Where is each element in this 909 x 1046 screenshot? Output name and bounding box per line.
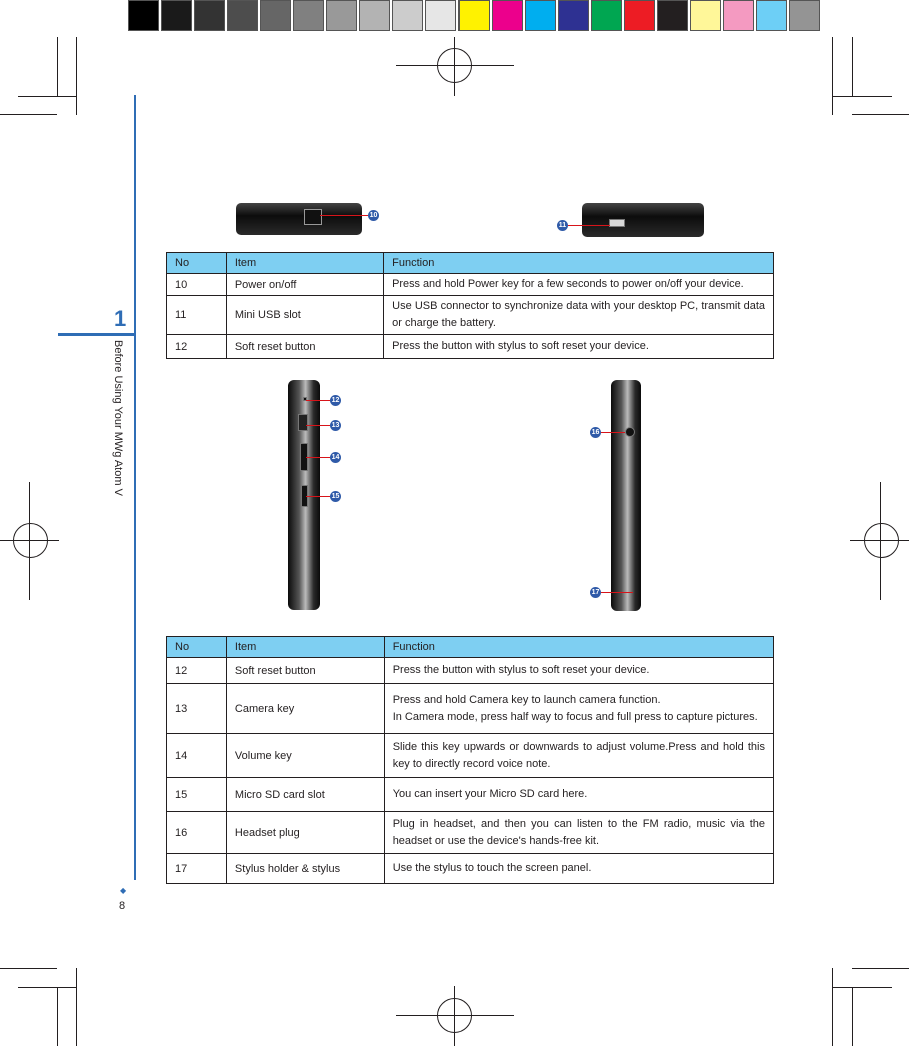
table-row: [167, 734, 774, 778]
swatch: [227, 0, 258, 31]
swatch: [359, 0, 390, 31]
cell-no: 12: [167, 335, 227, 359]
page-number: 8: [119, 900, 126, 912]
swatch: [326, 0, 357, 31]
cell-function: Use USB connector to synchronize data with your desktop PC, transmit data or charge the battery.: [384, 296, 774, 335]
table-row: [167, 778, 774, 812]
cell-function: [384, 684, 773, 734]
cell-function: Press the button with stylus to soft reset your device.: [384, 658, 773, 684]
table-row: [167, 296, 774, 335]
swatch: [657, 0, 688, 31]
callout-badge-10: 10: [369, 212, 378, 219]
swatch: [756, 0, 787, 31]
table-header-row: [167, 253, 774, 274]
cell-item: Camera key: [226, 684, 384, 734]
function-line-2: In Camera mode, press half way to focus and full press to capture pictures.: [392, 710, 758, 723]
callout-badge-11: 11: [558, 222, 567, 229]
swatch: [392, 0, 423, 31]
swatch: [789, 0, 820, 31]
cell-no: 11: [167, 296, 227, 335]
column-header-function: Function: [384, 637, 773, 658]
swatch: [492, 0, 523, 31]
callout-badge-14: 14: [331, 454, 340, 461]
callout-badge-15: 15: [331, 493, 340, 500]
swatch: [260, 0, 291, 31]
swatch: [161, 0, 192, 31]
cell-function: Press and hold Power key for a few seconds to power on/off your device.: [384, 274, 774, 296]
cell-function: Slide this key upwards or downwards to adjust volume.Press and hold this key to directly record voice note.: [384, 734, 773, 778]
cell-no: 10: [167, 274, 227, 296]
cell-function: Press the button with stylus to soft reset your device.: [384, 335, 774, 359]
cell-no: 17: [167, 854, 227, 884]
cell-no: 14: [167, 734, 227, 778]
table-side-features: [166, 636, 774, 884]
column-header-function: Function: [384, 253, 774, 274]
swatch: [459, 0, 490, 31]
swatch: [293, 0, 324, 31]
cell-item: Stylus holder & stylus: [226, 854, 384, 884]
cell-item: Soft reset button: [226, 658, 384, 684]
swatch: [194, 0, 225, 31]
table-row: [167, 274, 774, 296]
swatch: [690, 0, 721, 31]
table-row: [167, 812, 774, 854]
diamond-icon: ◆: [120, 886, 127, 895]
swatch: [624, 0, 655, 31]
swatch: [723, 0, 754, 31]
column-header-no: No: [167, 253, 227, 274]
table-row: [167, 658, 774, 684]
swatch: [425, 0, 456, 31]
table-top-side-features: [166, 252, 774, 359]
cell-item: Power on/off: [226, 274, 383, 296]
cell-function: Plug in headset, and then you can listen to the FM radio, music via the headset or use the device's hands-free kit.: [384, 812, 773, 854]
cell-item: Volume key: [226, 734, 384, 778]
cell-no: 16: [167, 812, 227, 854]
cell-item: Micro SD card slot: [226, 778, 384, 812]
table-header-row: [167, 637, 774, 658]
callout-badge-17: 17: [591, 589, 600, 596]
chapter-tab-rule: [58, 333, 136, 336]
table-row: [167, 684, 774, 734]
column-header-no: No: [167, 637, 227, 658]
cell-no: 13: [167, 684, 227, 734]
callout-badge-13: 13: [331, 422, 340, 429]
table-row: [167, 854, 774, 884]
swatch: [128, 0, 159, 31]
cell-no: 12: [167, 658, 227, 684]
swatch: [525, 0, 556, 31]
column-header-item: Item: [226, 637, 384, 658]
grayscale-calibration-bar: [128, 0, 491, 31]
chapter-title: Before Using Your MWg Atom V: [112, 340, 124, 496]
cell-function: You can insert your Micro SD card here.: [384, 778, 773, 812]
chapter-number: 1: [114, 306, 127, 331]
cell-item: Headset plug: [226, 812, 384, 854]
swatch: [558, 0, 589, 31]
color-calibration-bar: [459, 0, 822, 31]
cell-function: Use the stylus to touch the screen panel.: [384, 854, 773, 884]
chapter-side-rule: [134, 95, 136, 880]
callout-badge-16: 16: [591, 429, 600, 436]
cell-no: 15: [167, 778, 227, 812]
function-line-1: Press and hold Camera key to launch camera function.: [392, 693, 661, 706]
cell-item: Soft reset button: [226, 335, 383, 359]
swatch: [591, 0, 622, 31]
callout-badge-12: 12: [331, 397, 340, 404]
column-header-item: Item: [226, 253, 383, 274]
table-row: [167, 335, 774, 359]
cell-item: Mini USB slot: [226, 296, 383, 335]
